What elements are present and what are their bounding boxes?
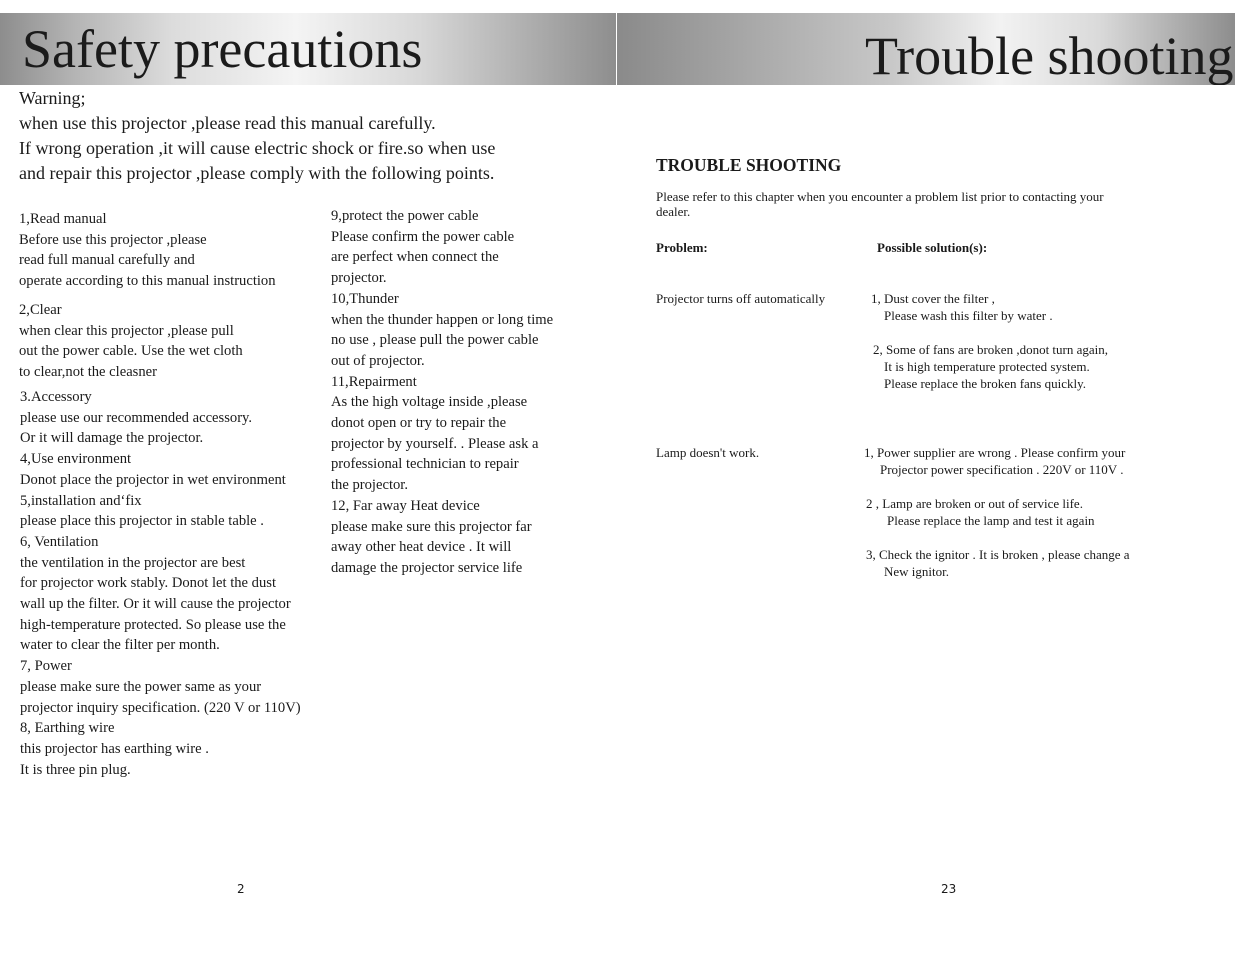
page-title: Trouble shooting (865, 26, 1234, 85)
precaution-line: high-temperature protected. So please use the (20, 616, 286, 633)
precaution-line: 1,Read manual (19, 211, 107, 227)
solution-line: Please wash this filter by water . (884, 308, 1053, 323)
precaution-line: away other heat device . It will (331, 539, 512, 556)
precaution-line: out of projector. (331, 352, 425, 369)
column-header-solution: Possible solution(s): (877, 240, 988, 255)
problem-label: Projector turns off automatically (656, 291, 826, 306)
precaution-read-manual (19, 209, 276, 292)
precaution-line: to clear,not the cleasner (19, 364, 157, 381)
precaution-list-column-2 (331, 206, 553, 579)
solution-line: New ignitor. (884, 564, 949, 579)
precaution-line: please make sure the power same as your (20, 678, 262, 695)
problem-label: Lamp doesn't work. (656, 445, 760, 460)
precaution-line: 10,Thunder (331, 290, 399, 307)
precaution-clear (19, 300, 243, 383)
section-heading: TROUBLE SHOOTING (656, 155, 842, 175)
precaution-line: 3.Accessory (20, 389, 92, 405)
precaution-line: no use , please pull the power cable (331, 332, 539, 349)
precaution-line: projector inquiry specification. (220 V or 110V) (20, 699, 301, 716)
precaution-line: Before use this projector ,please (19, 231, 207, 248)
solution-item (866, 495, 1095, 529)
precaution-line: 11,Repairment (331, 373, 417, 390)
solution-line: Please replace the broken fans quickly. (884, 376, 1087, 391)
solution-line: 2, Some of fans are broken ,donot turn again, (873, 342, 1109, 357)
precaution-line: donot open or try to repair the (331, 415, 507, 432)
column-header-problem: Problem: (656, 240, 708, 255)
solution-line: Projector power specification . 220V or 110V . (880, 462, 1124, 477)
precaution-line: 6, Ventilation (20, 533, 99, 550)
intro-line: dealer. (656, 204, 691, 219)
intro-line: Please refer to this chapter when you encounter a problem list prior to contacting your (656, 189, 1104, 204)
precaution-line: the ventilation in the projector are best (20, 554, 246, 571)
solution-line: 3, Check the ignitor . It is broken , please change a (866, 547, 1130, 562)
solution-item (866, 546, 1130, 580)
precaution-line: 5,installation and‘fix (20, 492, 142, 509)
precaution-line: wall up the filter. Or it will cause the projector (20, 596, 291, 613)
precaution-line: Or it will damage the projector. (20, 430, 204, 447)
precaution-line: Please confirm the power cable (331, 228, 515, 245)
precaution-line: 9,protect the power cable (331, 208, 479, 224)
precaution-line: 8, Earthing wire (20, 720, 115, 737)
solution-line: Please replace the lamp and test it again (887, 513, 1095, 528)
precaution-line: out the power cable. Use the wet cloth (19, 343, 243, 360)
page-number: 23 (941, 882, 957, 896)
solution-line: 2 , Lamp are broken or out of service life. (866, 496, 1083, 511)
precaution-line: professional technician to repair (331, 456, 519, 473)
precaution-line: water to clear the filter per month. (20, 637, 220, 654)
precaution-line: 2,Clear (19, 302, 62, 318)
precaution-line: when the thunder happen or long time (331, 311, 554, 328)
solution-item (871, 290, 1053, 324)
precaution-line: 4,Use environment (20, 451, 132, 468)
precaution-line: please place this projector in stable table . (20, 513, 264, 530)
precaution-line: As the high voltage inside ,please (331, 394, 528, 411)
right-title-banner (617, 13, 1235, 85)
warning-block (19, 86, 495, 186)
precaution-line: damage the projector service life (331, 559, 523, 576)
precaution-list-continued (20, 387, 301, 780)
precaution-line: please use our recommended accessory. (20, 409, 253, 426)
precaution-line: projector by yourself. . Please ask a (331, 435, 539, 452)
precaution-line: are perfect when connect the (331, 249, 499, 266)
precaution-line: It is three pin plug. (20, 761, 131, 778)
warning-line: If wrong operation ,it will cause electric shock or fire.so when use (19, 138, 496, 158)
precaution-line: read full manual carefully and (19, 252, 195, 269)
precaution-line: Donot place the projector in wet environment (20, 471, 286, 488)
intro-paragraph (656, 189, 1104, 219)
precaution-line: please make sure this projector far (331, 518, 532, 535)
warning-line: when use this projector ,please read this manual carefully. (19, 113, 436, 133)
precaution-line: for projector work stably. Donot let the dust (20, 575, 277, 592)
solution-item (873, 341, 1108, 392)
solution-line: It is high temperature protected system. (884, 359, 1090, 374)
warning-line: Warning; (19, 88, 86, 108)
solution-line: 1, Power supplier are wrong . Please confirm your (864, 445, 1126, 460)
precaution-line: 7, Power (20, 658, 72, 675)
page-number: 2 (237, 882, 245, 896)
precaution-line: the projector. (331, 477, 408, 494)
precaution-line: this projector has earthing wire . (20, 740, 209, 757)
solution-line: 1, Dust cover the filter , (871, 291, 995, 306)
warning-line: and repair this projector ,please comply with the following points. (19, 163, 495, 183)
left-title-banner (0, 13, 616, 85)
page-title: Safety precautions (22, 19, 423, 79)
precaution-line: projector. (331, 270, 387, 287)
solution-item (864, 444, 1125, 478)
precaution-line: operate according to this manual instruction (19, 273, 276, 290)
precaution-line: 12, Far away Heat device (331, 497, 480, 514)
precaution-line: when clear this projector ,please pull (19, 322, 234, 339)
